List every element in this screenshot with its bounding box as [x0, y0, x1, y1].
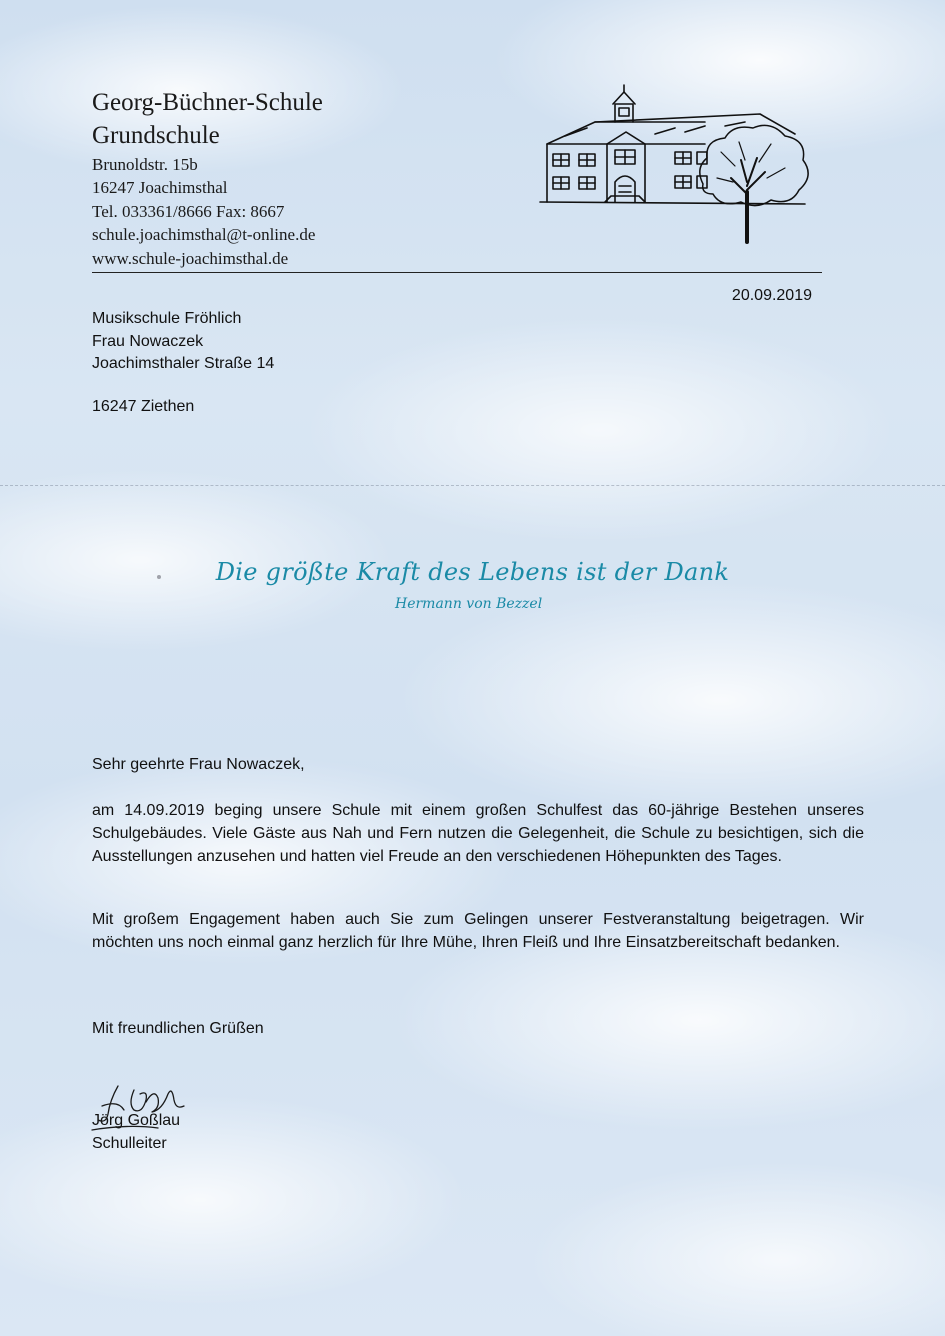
school-name [92, 86, 323, 152]
signer-title: Schulleiter [92, 1134, 167, 1152]
closing: Mit freundlichen Grüßen [92, 1020, 264, 1037]
letterhead-divider [92, 272, 822, 273]
body-paragraph-2: Mit großem Engagement haben auch Sie zum Gelingen unserer Festveranstaltung beigetragen. Wir möchten uns noch einmal ganz herzlich für Ihre Mühe, Ihren Fleiß und Ihre Einsatzbereitschaft bedanken. [92, 911, 864, 951]
recipient-city: 16247 Ziethen [92, 398, 195, 415]
recipient-line3: Joachimsthaler Straße 14 [92, 355, 275, 372]
school-address [92, 153, 315, 270]
recipient-line2: Frau Nowaczek [92, 332, 204, 350]
salutation: Sehr geehrte Frau Nowaczek, [92, 756, 305, 773]
letter-date: 20.09.2019 [731, 287, 812, 304]
body-paragraph-1: am 14.09.2019 beging unsere Schule mit einem großen Schulfest das 60-jährige Bestehen unseres Schulgebäudes. Viele Gäste aus Nah und Fern nutzen die Gelegenheit, die Schule zu besichtigen, sich die Ausstellungen anzusehen und hatten viel Freude an den verschiedenen Höhepunkten des Tages. [92, 802, 864, 865]
school-phone-fax: Tel. 033361/8666 Fax: 8667 [92, 201, 285, 221]
recipient-line1: Musikschule Fröhlich [92, 310, 242, 327]
signer-name: Jörg Goßlau [92, 1112, 181, 1129]
school-website: www.schule-joachimsthal.de [92, 248, 289, 268]
quote-author: Hermann von Bezzel [395, 596, 543, 612]
school-name-line1: Georg-Büchner-Schule [92, 89, 323, 116]
school-city: 16247 Joachimsthal [92, 178, 228, 198]
school-street: Brunoldstr. 15b [92, 155, 198, 174]
school-building-with-tree-icon [535, 82, 820, 247]
recipient-address [92, 308, 274, 376]
school-email: schule.joachimsthal@t-online.de [92, 225, 316, 245]
paper-fold-line [0, 485, 945, 486]
school-name-line2: Grundschule [92, 122, 220, 149]
quote-text: Die größte Kraft des Lebens ist der Dank [215, 558, 730, 586]
handwritten-signature-icon [88, 1080, 208, 1140]
